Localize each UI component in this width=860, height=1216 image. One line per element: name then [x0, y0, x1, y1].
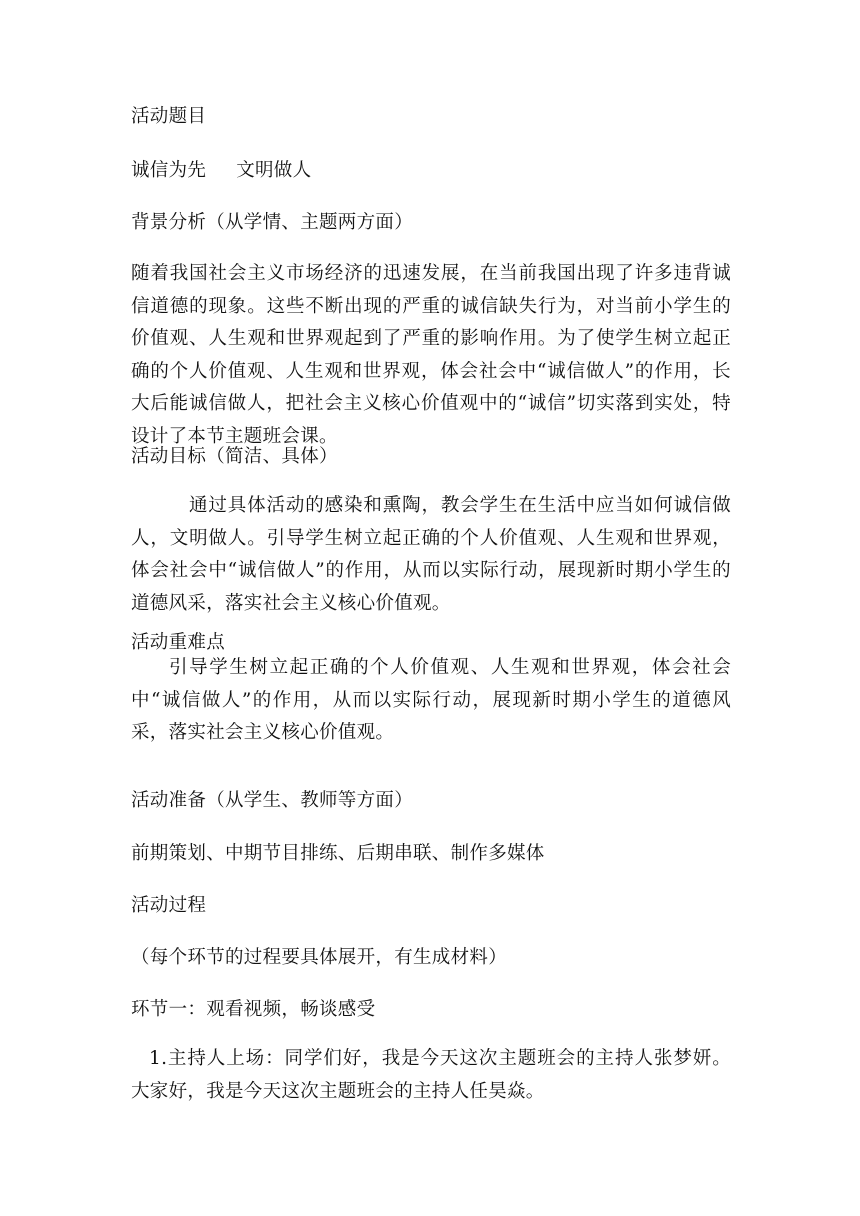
- background-paragraph: 随着我国社会主义市场经济的迅速发展，在当前我国出现了许多违背诚信道德的现象。这些不断出现的严重的诚信缺失行为，对当前小学生的价值观、人生观和世界观起到了严重的影响作用。为了使学生树立起正确的个人价值观、人生观和世界观，体会社会中“诚信做人”的作用，长大后能诚信做人，把社会主义核心价值观中的“诚信”切实落到实处，特设计了本节主题班会课。: [131, 263, 731, 447]
- key-paragraph: 引导学生树立起正确的个人价值观、人生观和世界观，体会社会中“诚信做人”的作用，从而以实际行动，展现新时期小学生的道德风采，落实社会主义核心价值观。: [131, 657, 731, 743]
- prep-text: 前期策划、中期节目排练、后期串联、制作多媒体: [131, 843, 545, 864]
- title-heading: 活动题目: [131, 106, 207, 127]
- background-heading: 背景分析（从学情、主题两方面）: [131, 212, 414, 233]
- step1-paragraph: 1.主持人上场：同学们好，我是今天这次主题班会的主持人张梦妍。大家好，我是今天这次主题班会的主持人任昊焱。: [131, 1048, 731, 1102]
- goal-paragraph: 通过具体活动的感染和熏陶，教会学生在生活中应当如何诚信做人，文明做人。引导学生树立起正确的个人价值观、人生观和世界观，体会社会中“诚信做人”的作用，从而以实际行动，展现新时期小学生的道德风采，落实社会主义核心价值观。: [131, 495, 731, 614]
- activity-title-part1: 诚信为先: [131, 160, 207, 181]
- process-heading: 活动过程: [131, 895, 207, 916]
- prep-heading: 活动准备（从学生、教师等方面）: [131, 790, 414, 811]
- step1-heading: 环节一：观看视频，畅谈感受: [131, 999, 376, 1020]
- activity-title: [131, 155, 311, 187]
- goal-heading: 活动目标（简洁、具体）: [131, 446, 338, 467]
- key-heading: 活动重难点: [131, 632, 226, 653]
- process-note: （每个环节的过程要具体展开，有生成材料）: [131, 947, 508, 968]
- activity-title-part2: 文明做人: [236, 160, 312, 181]
